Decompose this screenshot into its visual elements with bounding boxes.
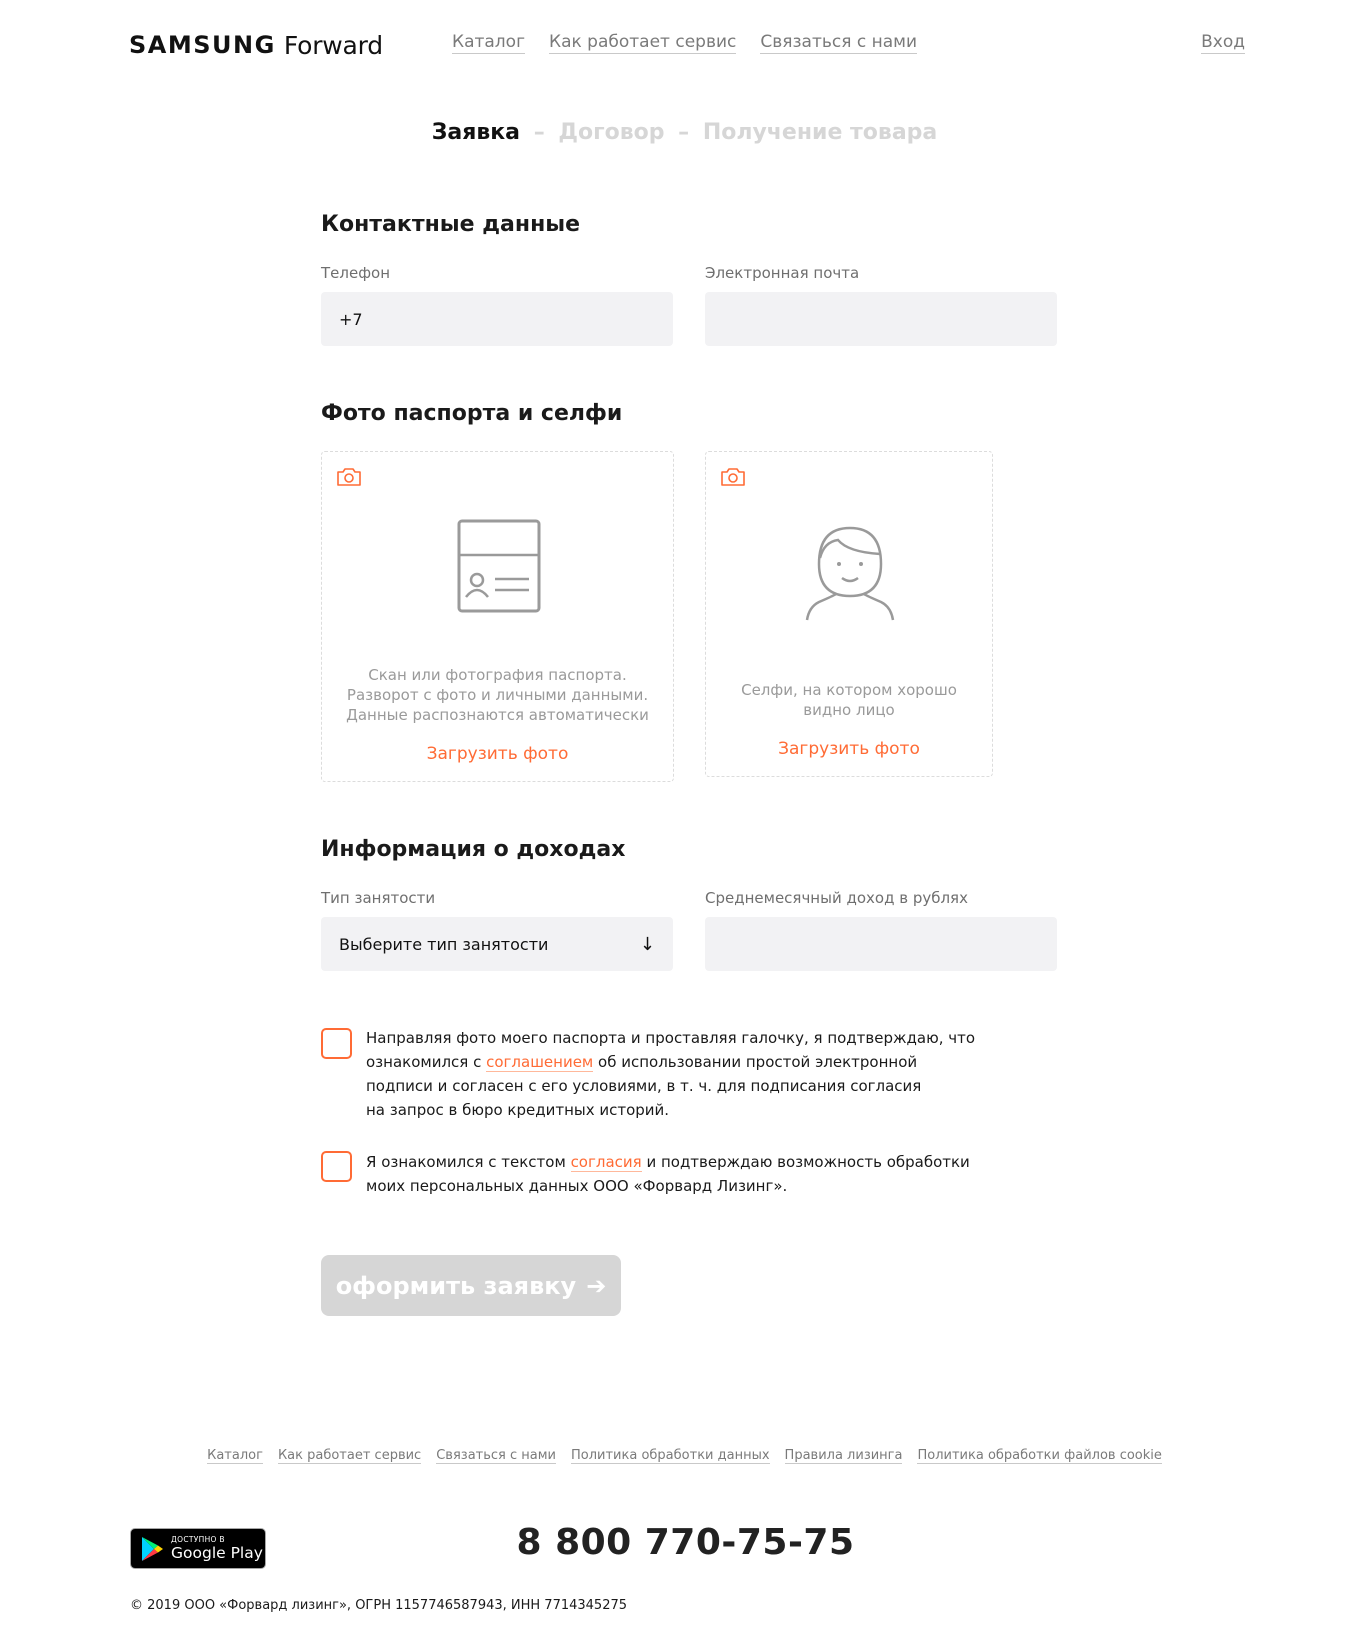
avg-income-label: Среднемесячный доход в рублях [705, 889, 968, 907]
footer-link-contact[interactable]: Связаться с нами [436, 1448, 556, 1463]
gplay-big-text: Google Play [171, 1543, 263, 1562]
consent-text: об использовании простой электронной [593, 1053, 918, 1071]
passport-desc-line: Разворот с фото и личными данными. [346, 686, 649, 704]
submit-application-button[interactable] [321, 1255, 621, 1316]
step-contract: Договор [558, 120, 665, 145]
step-delivery: Получение товара [702, 120, 938, 145]
consent-text: ознакомился с [366, 1053, 487, 1071]
consent-text: и подтверждаю возможность обработки [641, 1153, 970, 1171]
consent-line [366, 1150, 970, 1174]
email-input[interactable] [705, 292, 1057, 346]
nav-catalog[interactable]: Каталог [452, 32, 526, 52]
footer-link-how-it-works[interactable]: Как работает сервис [277, 1448, 422, 1463]
consent-esign-text [366, 1026, 975, 1122]
avg-income-input[interactable] [705, 917, 1057, 971]
passport-description [322, 665, 673, 725]
selfie-upload-link[interactable]: Загрузить фото [778, 739, 920, 759]
arrow-down-icon: ↓ [639, 933, 655, 955]
arrow-right-icon: ➔ [586, 1271, 607, 1300]
passport-upload-link[interactable]: Загрузить фото [426, 744, 569, 764]
consent-line: моих персональных данных ООО «Форвард Лизинг». [366, 1177, 788, 1195]
camera-icon [720, 466, 746, 488]
selfie-description [706, 680, 992, 720]
submit-label: оформить заявку [335, 1271, 577, 1300]
progress-steps [0, 120, 1369, 145]
nav-how-it-works[interactable]: Как работает сервис [549, 32, 737, 52]
consent-line: Направляя фото моего паспорта и проставляя галочку, я подтверждаю, что [366, 1029, 976, 1047]
consent-line: подписи и согласен с его условиями, в т. ч. для подписания согласия [366, 1077, 922, 1095]
email-label: Электронная почта [705, 264, 860, 282]
employment-label: Тип занятости [321, 889, 436, 907]
consent-personal-data-text [366, 1150, 970, 1198]
agreement-link[interactable]: соглашением [486, 1053, 594, 1071]
employment-select[interactable] [321, 917, 673, 971]
photos-title: Фото паспорта и селфи [321, 401, 623, 426]
logo-brand: SAMSUNG [129, 31, 276, 59]
camera-icon [336, 466, 362, 488]
copyright: © 2019 ООО «Форвард лизинг», ОГРН 1157746587943, ИНН 7714345275 [130, 1598, 628, 1613]
footer-nav [0, 1448, 1369, 1464]
login-link[interactable]: Вход [1201, 32, 1245, 52]
gplay-small-text: ДОСТУПНО В [171, 1535, 225, 1544]
footer-link-catalog[interactable]: Каталог [207, 1448, 263, 1463]
step-application: Заявка [431, 120, 521, 145]
consent-esign-checkbox[interactable] [321, 1028, 352, 1059]
income-title: Информация о доходах [321, 837, 626, 862]
support-phone[interactable]: 8 800 770-75-75 [516, 1522, 855, 1563]
samsung-forward-logo[interactable] [129, 27, 383, 63]
consent-link[interactable]: согласия [570, 1153, 642, 1171]
consent-line: на запрос в бюро кредитных историй. [366, 1101, 670, 1119]
passport-desc-line: Скан или фотография паспорта. [368, 666, 627, 684]
top-nav [452, 32, 917, 54]
step-separator: – [533, 120, 545, 145]
selfie-desc-line: Селфи, на котором хорошо [741, 681, 957, 699]
footer-link-data-policy[interactable]: Политика обработки данных [571, 1448, 770, 1463]
passport-upload-box[interactable] [321, 451, 674, 782]
nav-contact-us[interactable]: Связаться с нами [760, 32, 918, 52]
employment-select-value: Выберите тип занятости [339, 934, 549, 954]
contacts-title: Контактные данные [321, 212, 581, 237]
passport-desc-line: Данные распознаются автоматически [346, 706, 649, 724]
phone-input[interactable] [321, 292, 673, 346]
footer-link-cookie-policy[interactable]: Политика обработки файлов cookie [917, 1448, 1162, 1463]
selfie-desc-line: видно лицо [803, 701, 895, 719]
selfie-upload-box[interactable] [705, 451, 993, 777]
passport-icon [457, 519, 541, 613]
logo-product: Forward [283, 30, 383, 60]
consent-personal-data-checkbox[interactable] [321, 1151, 352, 1182]
step-separator: – [678, 120, 690, 145]
phone-label: Телефон [321, 264, 391, 282]
consent-text: Я ознакомился с текстом [366, 1153, 571, 1171]
consent-line [366, 1050, 975, 1074]
person-icon [805, 522, 895, 622]
footer-link-leasing-rules[interactable]: Правила лизинга [784, 1448, 903, 1463]
